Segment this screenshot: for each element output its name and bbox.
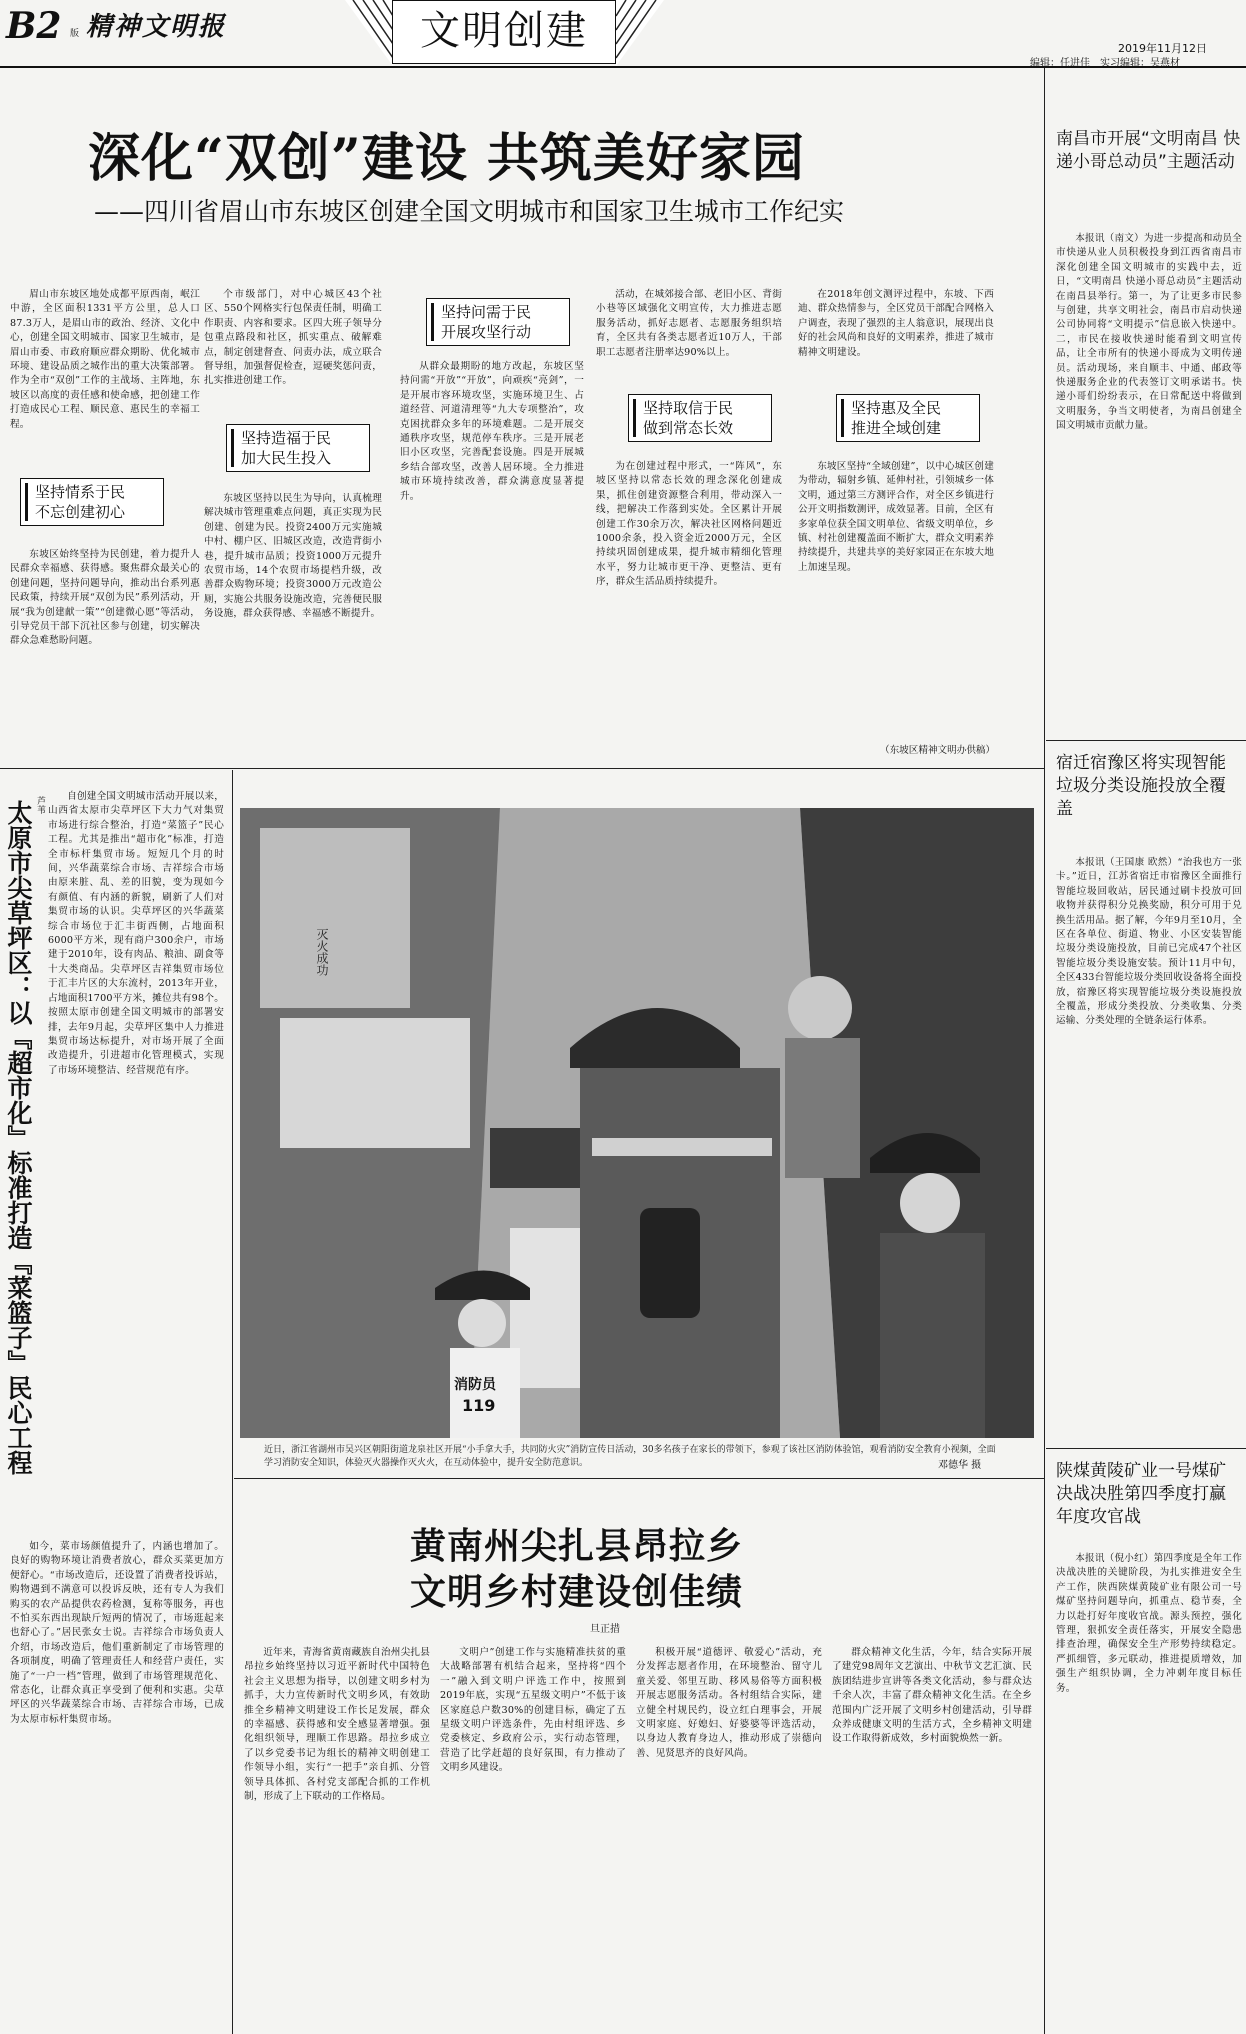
photo-wall-text: 灭火成功 xyxy=(315,928,329,976)
lead-column-1: 眉山市东坡区地处成都平原西南，岷江中游，全区面积1331平方公里，总人口87.3万人，是眉山市的政治、经济、文化中心，创建全国文明城市、国家卫生城市，是眉山市委、市政府顺应群众期盼、优化城市环境、建设品质之城作出的重大决策部署。作为全市“双创”工作的主战场、主阵地，东坡区以高度的责任感和使命感，把创建工作打造成民心工程、顺民意、惠民生的幸福工程。 xyxy=(10,289,200,430)
photo-bottom-rule xyxy=(234,1478,1044,1479)
lead-column-2: 个市级部门，对中心城区43个社区、550个网格实行包保责任制，明确工作职责、内容和要求。区四大班子领导分包重点路段和社区，抓实重点、破解难点，制定创建督查、问责办法，成立联合督导组，加强督促检查，逗硬奖惩问责，扎实推进创建工作。 xyxy=(204,289,382,387)
lead-box-heading-2: 坚持造福于民 加大民生投入 xyxy=(226,424,370,472)
left-story-source: 芦苇 xyxy=(35,796,45,814)
bottom-column-a: 近年来，青海省黄南藏族自治州尖扎县昂拉乡始终坚持以习近平新时代中国特色社会主义思想为指导，以创建文明乡村为抓手，大力宣传新时代文明乡风，有效助推全乡精神文明建设工作长足发展，群众的幸福感、获得感和安全感显著增强。强化组织领导，理顺工作思路。昂拉乡成立了以乡党委书记为组长的精神文明创建工作领导小组，实行“一把手”亲自抓、分管领导具体抓、各村党支部配合抓的工作机制，形成了上下联动的工作格局。 xyxy=(244,1647,430,1803)
lead-column-1b: 东坡区始终坚持为民创建，着力提升人民群众幸福感、获得感。聚焦群众最关心的创建问题，坚持问题导向，推动出台系列惠民政策，持续开展“双创为民”系列活动，开展“我为创建献一策”“创建微心愿”等活动，引导党员干部下沉社区参与创建，切实解决群众急难愁盼问题。 xyxy=(10,549,200,647)
bottom-headline-line-1: 黄南州尖扎县昂拉乡 xyxy=(410,1525,744,1567)
section-banner-decoration xyxy=(345,0,393,66)
lead-column-5: 在2018年创文测评过程中，东坡、下西迪、群众热情参与，全区党员干部配合网格入户调查，表现了强烈的主人翁意识，展现出良好的社会风尚和良好的文明素养，推进了城市精神文明建设。 xyxy=(798,289,994,358)
side-story-3-title: 陕煤黄陵矿业一号煤矿决战决胜第四季度打赢年度攻官战 xyxy=(1056,1461,1226,1527)
bottom-column-c: 积极开展“道德评、敬爱心”活动，充分发挥志愿者作用，在环境整治、留守儿童关爱、邻里互助、移风易俗等方面积极开展志愿服务活动。各村组结合实际，建立健全村规民约，设立红白理事会，开展文明家庭、好媳妇、好婆婆等评选活动，以身边人教育身边人，推动形成了崇德向善、见贤思齐的良好风尚。 xyxy=(636,1647,822,1759)
page-suffix: 版 xyxy=(70,29,80,39)
lead-box-heading-1: 坚持情系于民 不忘创建初心 xyxy=(20,478,164,526)
lead-column-3: 从群众最期盼的地方改起，东坡区坚持问需“开放”“开放”，向顽疾“亮剑”，一是开展市容环境攻坚，实施环境卫生、占道经营、河道清理等“九大专项整治”，攻克困扰群众多年的环境难题。二是开展交通秩序攻坚，规范停车秩序。三是开展老旧小区攻坚，完善配套设施。四是开展城乡结合部攻坚，改善人居环境。全力推进城市环境持续改善，群众满意度显著提升。 xyxy=(400,361,584,502)
photo-vest-number: 119 xyxy=(462,1396,496,1415)
lead-column-5b: 东坡区坚持“全域创建”，以中心城区创建为带动，辐射乡镇、延伸村社，引领城乡一体文明，通过第三方测评合作，对全区乡镇进行公开文明指数测评，成效显著。目前，全区有多家单位获全国文明单位、省级文明单位，乡镇、村社创建覆盖面不断扩大，群众文明素养持续提升，共建共享的美好家园正在东坡大地上加速呈现。 xyxy=(798,461,994,573)
issue-date: 2019年11月12日 xyxy=(1118,42,1207,55)
bottom-byline: 旦正措 xyxy=(590,1624,620,1635)
side-story-3-body: 本报讯（倪小红）第四季度是全年工作决战决胜的关键阶段，为扎实推进安全生产工作，陕西陕煤黄陵矿业有限公司一号煤矿坚持问题导向，抓重点、稳节奏，全力以赴打好年度收官战。源头预控，强化管理，狠抓安全责任落实，开展安全隐患排查治理，确保安全生产形势持续稳定。严抓细管，多元联动，推进提质增效，加强生产组织协调，全力冲刺年度目标任务。 xyxy=(1056,1553,1242,1694)
lead-column-4b: 为在创建过程中形式，一“阵风”，东坡区坚持以常态长效的理念深化创建成果，抓住创建资源整合利用，带动深入一线，把解决工作落到实处。全区累计开展创建工作30余万次，解决社区网格问题近1000余条，投入资金近2000万元，全区持续巩固创建成果，提升城市精细化管理水平，努力让城市更干净、更整洁、更有序，群众生活品质持续提升。 xyxy=(596,461,782,588)
lead-headline: 深化“双创”建设 共筑美好家园 xyxy=(88,128,805,189)
bottom-headline-line-2: 文明乡村建设创佳绩 xyxy=(410,1571,744,1613)
bottom-column-b: 文明户”创建工作与实施精准扶贫的重大战略部署有机结合起来，坚持将“四个一”融入到文明户评选工作中，按照到2019年底，实现“五星级文明户”不低于该区家庭总户数30%的创建目标，确定了五星级文明户评选条件，先由村组评选、乡党委核定、乡政府公示，实行动态管理，营造了比学赶超的良好氛围，有力推动了文明乡风建设。 xyxy=(440,1647,626,1774)
editors-credit: 编辑：任进佳 实习编辑：吴燕材 xyxy=(1030,58,1180,69)
section-title: 文明创建 xyxy=(420,8,588,54)
right-sidebar-rule xyxy=(1044,68,1045,2034)
lead-subheadline: ——四川省眉山市东坡区创建全国文明城市和国家卫生城市工作纪实 xyxy=(94,197,845,226)
left-story-column-b: 如今，菜市场颜值提升了，内涵也增加了。良好的购物环境让消费者放心，群众买菜更加方便舒心。“市场改造后，还设置了消费者投诉站，购物遇到不满意可以投诉反映，还有专人为我们购买的农产品提供农药检测，复称等服务，再也不怕买东西出现缺斤短两的情况了，市场逛起来也舒心了。”居民张女士说。吉祥综合市场负责人介绍，市场改造后，他们重新制定了市场管理的各项制度，明确了管理责任人和经营户责任，实施了“一户一档”管理，做到了市场管理规范化、常态化，让群众真正享受到了便利和实惠。尖草坪区的兴华蔬菜综合市场、吉祥综合市场，已成为太原市标杆集贸市场。 xyxy=(10,1541,224,1725)
photo-vest-label: 消防员 xyxy=(454,1377,496,1393)
lead-column-2b: 东坡区坚持以民生为导向，认真梳理解决城市管理重难点问题，真正实现为民创建、创建为民。投资2400万元实施城中村、棚户区、旧城区改造，改造背街小巷，提升城市品质；投资1000万元提升农贸市场，14个农贸市场提档升级，改善群众购物环境；投资3000万元改造公厕，实施公共服务设施改造，完善便民服务设施，群众获得感、幸福感不断提升。 xyxy=(204,493,382,620)
left-story-rule xyxy=(232,770,233,2034)
side-story-2-body: 本报讯（王国康 欧然）“治我也方一张卡。”近日，江苏省宿迁市宿豫区全面推行智能垃圾回收站，居民通过刷卡投放可回收物并获得积分兑换奖励，积分可用于兑换生活用品。据了解，今年9月至10月，全区在各单位、街道、物业、小区安装智能垃圾分类设施投放，目前已完成47个社区智能垃圾分类设施安装。预计11月中旬，全区433台智能垃圾分类回收设备将全面投放，宿豫区将实现智能垃圾分类设施投放全覆盖，形成分类投放、分类收集、分类运输、分类处理的全链条运行体系。 xyxy=(1056,857,1242,1027)
lead-bottom-rule xyxy=(0,768,1044,769)
masthead-rule xyxy=(0,66,1246,68)
side-rule-1 xyxy=(1046,740,1246,741)
left-story-column-a: 自创建全国文明城市活动开展以来，山西省太原市尖草坪区下大力气对集贸市场进行综合整治，打造“菜篮子”民心工程。尤其是推出“超市化”标准，打造全市标杆集贸市场。短短几个月的时间，兴华蔬菜综合市场、吉祥综合市场由原来脏、乱、差的旧貌，变为现如今有颜值、有内涵的新貌，刷新了人们对集贸市场的认识。尖草坪区的兴华蔬菜综合市场位于汇丰街西侧，占地面积6000平方米，现有商户300余户，市场建于2010年，设有肉品、粮油、副食等十大类商品。尖草坪区吉祥集贸市场位于汇丰片区的大东流村，2013年开业，占地面积1700平方米，摊位共有98个。按照太原市创建全国文明城市的部署安排，去年9月起，尖草坪区集中人力推进集贸市场达标提升，对市场开展了全面改造提升，引进超市化管理模式，实现了市场环境整洁、经营规范有序。 xyxy=(48,791,224,1076)
left-story-headline: 太原市尖草坪区：以『超市化』标准打造『菜篮子』民心工程 xyxy=(4,800,33,1475)
fire-safety-photo-illustration xyxy=(240,808,1034,1438)
lead-box-heading-3: 坚持问需于民 开展攻坚行动 xyxy=(426,298,570,346)
side-story-1-body: 本报讯（南文）为进一步提高和动员全市快递从业人员积极投身到江西省南昌市深化创建全国文明城市的实践中去，近日，“文明南昌 快递小哥总动员”主题活动在南昌县举行。第一，为了让更多市民参与创建，共享文明社会，南昌市启动快递公司协同将“文明提示”信息嵌入快递中。二，市民在接收快递时能看到文明宣传品，让全市所有的快递小哥成为文明传递员。活动现场，来自顺丰、中通、邮政等快递服务企业的代表签订文明承诺书。快递小哥们纷纷表示，在日常配送中将做到文明服务，争当文明使者，为南昌创建全国文明城市贡献力量。 xyxy=(1056,233,1242,432)
lead-box-heading-4: 坚持取信于民 做到常态长效 xyxy=(628,394,772,442)
section-banner-decoration-right xyxy=(616,0,664,66)
side-rule-2 xyxy=(1046,1448,1246,1449)
paper-name: 精神文明报 xyxy=(86,12,227,42)
photo-credit: 邓德华 摄 xyxy=(938,1460,982,1471)
fire-safety-photo xyxy=(240,808,1034,1438)
side-story-2-title: 宿迁宿豫区将实现智能垃圾分类设施投放全覆盖 xyxy=(1056,753,1226,819)
lead-column-4: 活动，在城郊接合部、老旧小区、背街小巷等区域强化文明宣传，大力推进志愿服务活动，抓好志愿者、志愿服务组织培育，全区共有各类志愿者近10万人，干部职工志愿者注册率达90%以上。 xyxy=(596,289,782,358)
lead-credit: （东坡区精神文明办供稿） xyxy=(880,745,996,756)
photo-caption: 近日，浙江省湖州市吴兴区朝阳街道龙泉社区开展“小手拿大手，共同防火灾”消防宣传日活动，30多名孩子在家长的带领下，参观了该社区消防体验馆，观看消防安全教育小视频，全面学习消防安全知识，体验灭火器操作灭火火，在互动体验中，提升安全防范意识。 xyxy=(264,1445,996,1468)
side-story-1-title: 南昌市开展“文明南昌 快递小哥总动员”主题活动 xyxy=(1056,129,1241,172)
page-code: B2 xyxy=(6,5,62,47)
bottom-column-d: 群众精神文化生活，今年，结合实际开展了建党98周年文艺演出、中秋节文艺汇演、民族团结进步宣讲等各类文化活动，参与群众达千余人次，丰富了群众精神文化生活。在全乡范围内广泛开展了文明乡村创建活动，引导群众养成健康文明的生活方式，全乡精神文明建设工作取得新成效，乡村面貌焕然一新。 xyxy=(832,1647,1032,1745)
section-title-box xyxy=(392,0,616,64)
lead-box-heading-5: 坚持惠及全民 推进全域创建 xyxy=(836,394,980,442)
